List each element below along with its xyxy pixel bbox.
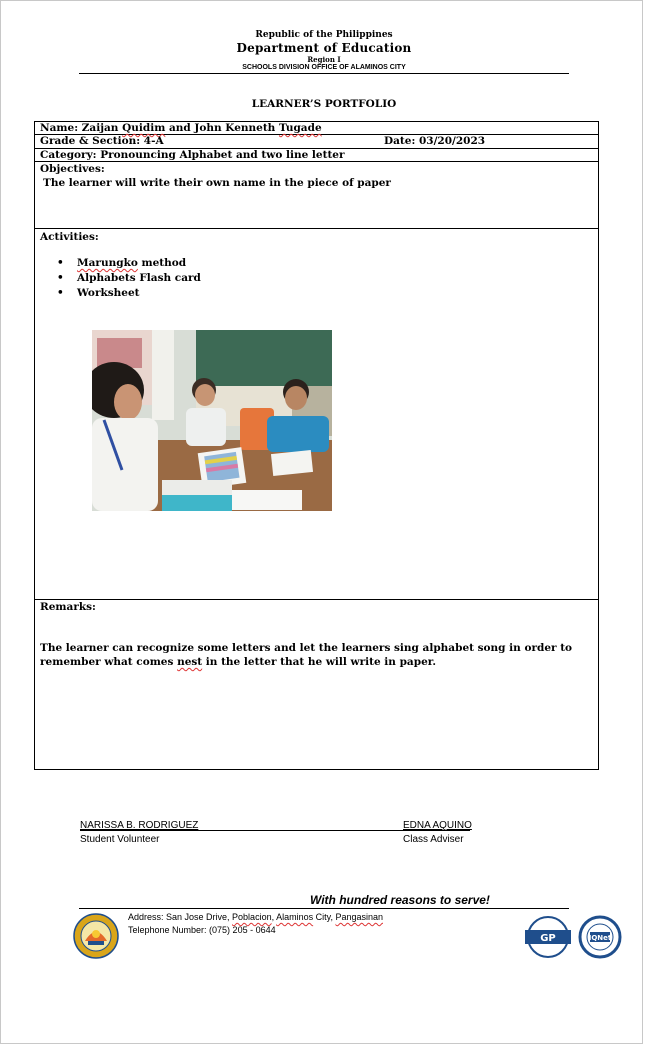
activities-list xyxy=(57,256,201,301)
name-row xyxy=(35,122,598,135)
objectives-label: Objectives: xyxy=(40,163,105,175)
signature-line-right xyxy=(380,830,470,831)
division-line: SCHOOLS DIVISION OFFICE OF ALAMINOS CITY xyxy=(242,64,406,71)
volunteer-name: NARISSA B. RODRIGUEZ xyxy=(80,820,199,831)
footer-address xyxy=(128,911,383,937)
iqnet-seal-icon xyxy=(578,915,622,963)
classroom-photo xyxy=(92,330,332,511)
remarks-label: Remarks: xyxy=(40,601,96,613)
footer-rule xyxy=(79,908,569,909)
grade-row xyxy=(35,135,598,149)
adviser-name: EDNA AQUINO xyxy=(403,820,472,831)
activities-label: Activities: xyxy=(40,231,99,243)
region-line: Region I xyxy=(307,55,341,64)
certification-seal-icon xyxy=(523,915,573,963)
motto: With hundred reasons to serve! xyxy=(310,893,490,907)
volunteer-role: Student Volunteer xyxy=(80,834,160,845)
category-row xyxy=(35,149,598,162)
objectives-text: The learner will write their own name in the piece of paper xyxy=(43,177,391,189)
svg-text:IQNet: IQNet xyxy=(588,934,612,942)
signature-line xyxy=(80,830,380,831)
list-item: • Worksheet xyxy=(57,286,201,301)
grade-field: Grade & Section: 4-A xyxy=(40,135,164,147)
remarks-section xyxy=(35,600,598,769)
list-item: • Alphabets Flash card xyxy=(57,271,201,286)
category-field: Category: Pronouncing Alphabet and two line letter xyxy=(40,149,345,161)
name-field: Name: Zaijan Quidim and John Kenneth Tugade xyxy=(40,122,322,134)
remarks-text: The learner can recognize some letters and let the learners sing alphabet song in order to remember what comes nest in the letter that he will write in paper. xyxy=(40,642,573,668)
portfolio-title: LEARNER’S PORTFOLIO xyxy=(251,98,397,110)
division-seal-icon xyxy=(73,913,119,963)
republic-line: Republic of the Philippines xyxy=(255,30,393,40)
objectives-section xyxy=(35,162,598,229)
header-rule xyxy=(79,73,569,74)
date-field: Date: 03/20/2023 xyxy=(384,135,486,147)
address-line: Address: San Jose Drive, Poblacion, Alaminos City, Pangasinan xyxy=(128,912,383,922)
classroom-photo-illustration xyxy=(92,330,332,511)
adviser-role: Class Adviser xyxy=(403,834,464,845)
department-title: Department of Education xyxy=(236,41,412,55)
list-item: • Marungko method xyxy=(57,256,201,271)
svg-text:GP: GP xyxy=(540,933,556,944)
telephone-line: Telephone Number: (075) 205 - 0644 xyxy=(128,925,276,935)
